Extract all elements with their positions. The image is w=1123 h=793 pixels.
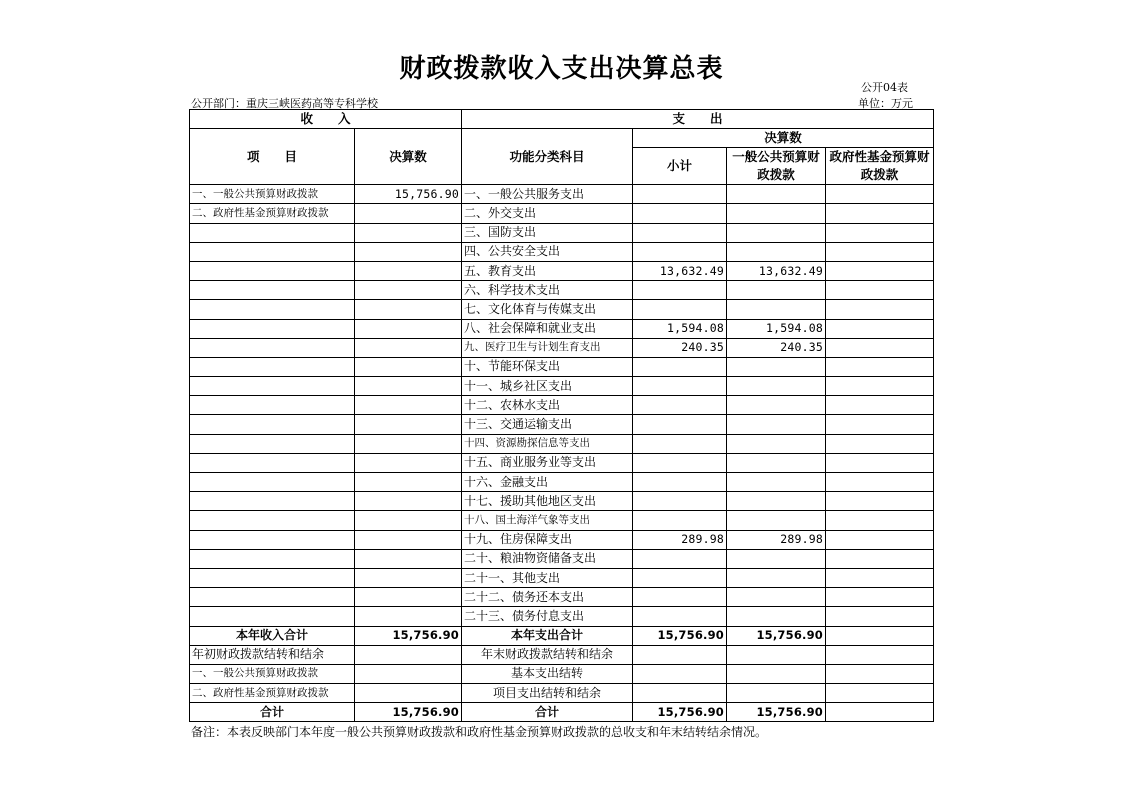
income-amount	[355, 357, 462, 376]
amount-group-header: 决算数	[633, 129, 934, 148]
gov-fund-amount	[826, 645, 934, 664]
income-item	[190, 473, 355, 492]
expense-item: 四、公共安全支出	[462, 242, 633, 261]
expense-item: 五、教育支出	[462, 261, 633, 280]
income-item	[190, 511, 355, 530]
expense-item: 十九、住房保障支出	[462, 530, 633, 549]
gov-fund-amount	[826, 185, 934, 204]
income-amount	[355, 223, 462, 242]
gov-fund-amount	[826, 492, 934, 511]
gov-fund-amount	[826, 338, 934, 357]
balance-row	[190, 645, 934, 664]
gov-fund-amount	[826, 434, 934, 453]
gov-fund-amount	[826, 300, 934, 319]
expense-header: 支 出	[462, 110, 934, 129]
general-budget-amount	[727, 645, 826, 664]
grand-total-row	[190, 703, 934, 722]
income-item	[190, 396, 355, 415]
income-item: 一、一般公共预算财政拨款	[190, 664, 355, 683]
table-row	[190, 338, 934, 357]
subtotal-amount	[633, 242, 727, 261]
subtotal-amount	[633, 357, 727, 376]
table-row	[190, 453, 934, 472]
general-budget-amount	[727, 453, 826, 472]
subtotal-amount: 15,756.90	[633, 626, 727, 645]
table-row	[190, 473, 934, 492]
subtotal-amount	[633, 645, 727, 664]
gov-fund-amount	[826, 588, 934, 607]
general-budget-amount: 13,632.49	[727, 261, 826, 280]
income-item	[190, 588, 355, 607]
table-row	[190, 568, 934, 587]
function-class-header: 功能分类科目	[462, 129, 633, 185]
income-amount: 15,756.90	[355, 703, 462, 722]
gov-fund-amount	[826, 473, 934, 492]
subtotal-amount	[633, 473, 727, 492]
income-amount	[355, 588, 462, 607]
income-amount	[355, 300, 462, 319]
table-row	[190, 588, 934, 607]
expense-item: 八、社会保障和就业支出	[462, 319, 633, 338]
income-amount	[355, 473, 462, 492]
gov-fund-amount	[826, 549, 934, 568]
gov-fund-amount	[826, 223, 934, 242]
gov-fund-amount	[826, 261, 934, 280]
table-row	[190, 223, 934, 242]
income-item	[190, 357, 355, 376]
subtotal-amount	[633, 204, 727, 223]
gov-fund-amount	[826, 511, 934, 530]
table-row	[190, 530, 934, 549]
income-amount	[355, 664, 462, 683]
income-amount	[355, 511, 462, 530]
expense-item: 六、科学技术支出	[462, 281, 633, 300]
income-item	[190, 338, 355, 357]
subtotal-amount	[633, 434, 727, 453]
table-row	[190, 281, 934, 300]
table-row	[190, 377, 934, 396]
expense-item: 本年支出合计	[462, 626, 633, 645]
general-budget-amount: 15,756.90	[727, 703, 826, 722]
form-number: 公开04表	[861, 81, 908, 94]
subtotal-amount	[633, 684, 727, 703]
balance-row	[190, 664, 934, 683]
expense-item: 十、节能环保支出	[462, 357, 633, 376]
subtotal-amount	[633, 300, 727, 319]
gov-fund-amount	[826, 568, 934, 587]
subtotal-amount	[633, 185, 727, 204]
subtotal-amount	[633, 223, 727, 242]
income-header: 收 入	[190, 110, 462, 129]
subtotal-amount: 15,756.90	[633, 703, 727, 722]
general-budget-header: 一般公共预算财政拨款	[727, 148, 826, 185]
income-amount	[355, 684, 462, 703]
budget-table	[189, 109, 934, 722]
year-total-row	[190, 626, 934, 645]
gov-fund-amount	[826, 415, 934, 434]
income-item	[190, 261, 355, 280]
general-budget-amount	[727, 415, 826, 434]
gov-fund-amount	[826, 703, 934, 722]
gov-fund-amount	[826, 281, 934, 300]
general-budget-amount	[727, 396, 826, 415]
general-budget-amount	[727, 511, 826, 530]
table-row	[190, 261, 934, 280]
subtotal-amount	[633, 453, 727, 472]
table-row	[190, 396, 934, 415]
table-row	[190, 357, 934, 376]
income-item	[190, 607, 355, 626]
table-row	[190, 319, 934, 338]
table-row	[190, 434, 934, 453]
expense-item: 十三、交通运输支出	[462, 415, 633, 434]
general-budget-amount	[727, 549, 826, 568]
expense-item: 二十二、债务还本支出	[462, 588, 633, 607]
gov-fund-amount	[826, 684, 934, 703]
income-amount	[355, 281, 462, 300]
gov-fund-header: 政府性基金预算财政拨款	[826, 148, 934, 185]
general-budget-amount	[727, 588, 826, 607]
expense-item: 十四、资源勘探信息等支出	[462, 434, 633, 453]
income-amount	[355, 415, 462, 434]
gov-fund-amount	[826, 396, 934, 415]
income-amount	[355, 261, 462, 280]
income-item	[190, 242, 355, 261]
department-label: 公开部门：重庆三峡医药高等专科学校	[191, 97, 378, 110]
income-amount	[355, 530, 462, 549]
income-item	[190, 434, 355, 453]
table-row	[190, 242, 934, 261]
expense-item: 九、医疗卫生与计划生育支出	[462, 338, 633, 357]
subtotal-amount	[633, 396, 727, 415]
general-budget-amount	[727, 204, 826, 223]
general-budget-amount	[727, 223, 826, 242]
unit-label: 单位：万元	[858, 97, 913, 110]
income-amount	[355, 434, 462, 453]
gov-fund-amount	[826, 242, 934, 261]
general-budget-amount	[727, 357, 826, 376]
income-amount	[355, 549, 462, 568]
table-row	[190, 300, 934, 319]
income-amount	[355, 377, 462, 396]
expense-item: 二、外交支出	[462, 204, 633, 223]
general-budget-amount: 240.35	[727, 338, 826, 357]
subtotal-amount	[633, 377, 727, 396]
income-item: 二、政府性基金预算财政拨款	[190, 204, 355, 223]
general-budget-amount: 289.98	[727, 530, 826, 549]
general-budget-amount	[727, 242, 826, 261]
subtotal-amount: 13,632.49	[633, 261, 727, 280]
income-item	[190, 568, 355, 587]
income-amount	[355, 453, 462, 472]
income-item	[190, 377, 355, 396]
gov-fund-amount	[826, 319, 934, 338]
gov-fund-amount	[826, 664, 934, 683]
income-amount	[355, 645, 462, 664]
income-item	[190, 319, 355, 338]
general-budget-amount	[727, 492, 826, 511]
income-item: 一、一般公共预算财政拨款	[190, 185, 355, 204]
income-amount	[355, 607, 462, 626]
subtotal-amount	[633, 281, 727, 300]
expense-item: 一、一般公共服务支出	[462, 185, 633, 204]
general-budget-amount	[727, 300, 826, 319]
expense-item: 年末财政拨款结转和结余	[462, 645, 633, 664]
income-item: 年初财政拨款结转和结余	[190, 645, 355, 664]
expense-item: 十六、金融支出	[462, 473, 633, 492]
gov-fund-amount	[826, 626, 934, 645]
income-amount	[355, 568, 462, 587]
expense-item: 七、文化体育与传媒支出	[462, 300, 633, 319]
subtotal-amount: 240.35	[633, 338, 727, 357]
subtotal-amount	[633, 492, 727, 511]
gov-fund-amount	[826, 453, 934, 472]
expense-item: 十一、城乡社区支出	[462, 377, 633, 396]
income-item	[190, 530, 355, 549]
subtotal-amount	[633, 549, 727, 568]
subtotal-amount	[633, 415, 727, 434]
subtotal-amount	[633, 607, 727, 626]
gov-fund-amount	[826, 607, 934, 626]
general-budget-amount: 15,756.90	[727, 626, 826, 645]
expense-item: 合计	[462, 703, 633, 722]
income-amount	[355, 204, 462, 223]
subtotal-amount	[633, 568, 727, 587]
table-row	[190, 549, 934, 568]
subtotal-amount	[633, 588, 727, 607]
income-item	[190, 549, 355, 568]
income-amount	[355, 319, 462, 338]
general-budget-amount	[727, 664, 826, 683]
income-item: 二、政府性基金预算财政拨款	[190, 684, 355, 703]
income-item: 合计	[190, 703, 355, 722]
general-budget-amount	[727, 473, 826, 492]
subtotal-amount: 289.98	[633, 530, 727, 549]
general-budget-amount: 1,594.08	[727, 319, 826, 338]
gov-fund-amount	[826, 530, 934, 549]
income-item	[190, 223, 355, 242]
expense-item: 十七、援助其他地区支出	[462, 492, 633, 511]
income-amount	[355, 242, 462, 261]
income-amount	[355, 492, 462, 511]
gov-fund-amount	[826, 204, 934, 223]
expense-item: 二十、粮油物资储备支出	[462, 549, 633, 568]
income-item	[190, 300, 355, 319]
expense-item: 十五、商业服务业等支出	[462, 453, 633, 472]
income-item: 本年收入合计	[190, 626, 355, 645]
general-budget-amount	[727, 185, 826, 204]
table-row	[190, 415, 934, 434]
expense-item: 项目支出结转和结余	[462, 684, 633, 703]
income-amount: 15,756.90	[355, 185, 462, 204]
subtotal-amount	[633, 664, 727, 683]
gov-fund-amount	[826, 377, 934, 396]
income-amount	[355, 338, 462, 357]
expense-item: 十八、国土海洋气象等支出	[462, 511, 633, 530]
page-title: 财政拨款收入支出决算总表	[399, 54, 724, 84]
general-budget-amount	[727, 568, 826, 587]
general-budget-amount	[727, 434, 826, 453]
balance-row	[190, 684, 934, 703]
income-item	[190, 415, 355, 434]
income-amount	[355, 396, 462, 415]
item-header: 项 目	[190, 129, 355, 185]
income-item	[190, 492, 355, 511]
income-amount: 15,756.90	[355, 626, 462, 645]
amount-header: 决算数	[355, 129, 462, 185]
expense-item: 二十一、其他支出	[462, 568, 633, 587]
table-row	[190, 204, 934, 223]
general-budget-amount	[727, 607, 826, 626]
income-item	[190, 281, 355, 300]
subtotal-amount: 1,594.08	[633, 319, 727, 338]
table-row	[190, 185, 934, 204]
general-budget-amount	[727, 281, 826, 300]
general-budget-amount	[727, 684, 826, 703]
expense-item: 十二、农林水支出	[462, 396, 633, 415]
table-row	[190, 511, 934, 530]
income-item	[190, 453, 355, 472]
subtotal-amount	[633, 511, 727, 530]
table-row	[190, 492, 934, 511]
table-row	[190, 607, 934, 626]
footnote: 备注：本表反映部门本年度一般公共预算财政拨款和政府性基金预算财政拨款的总收支和年末结转结余情况。	[191, 725, 768, 739]
expense-item: 二十三、债务付息支出	[462, 607, 633, 626]
expense-item: 基本支出结转	[462, 664, 633, 683]
general-budget-amount	[727, 377, 826, 396]
expense-item: 三、国防支出	[462, 223, 633, 242]
subtotal-header: 小计	[633, 148, 727, 185]
gov-fund-amount	[826, 357, 934, 376]
